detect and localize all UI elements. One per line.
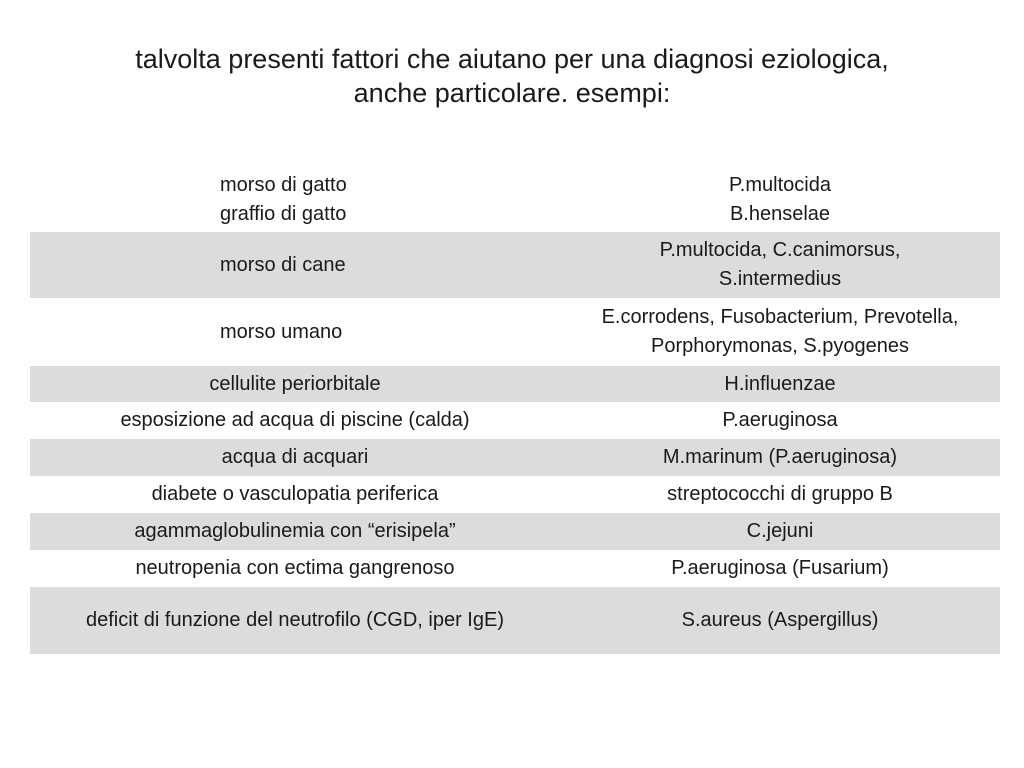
table-row bbox=[30, 550, 1000, 587]
row-condition bbox=[30, 513, 560, 550]
condition-text: diabete o vasculopatia periferica bbox=[151, 483, 439, 505]
row-pathogen bbox=[560, 402, 1000, 439]
pathogen-text: Porphorymonas, S.pyogenes bbox=[651, 335, 909, 357]
table-row bbox=[30, 402, 1000, 439]
slide-title-line-1: talvolta presenti fattori che aiutano per una diagnosi eziologica, bbox=[135, 44, 889, 74]
row-condition bbox=[30, 366, 560, 402]
row-pathogen bbox=[560, 513, 1000, 550]
pathogen-text: E.corrodens, Fusobacterium, Prevotella, bbox=[601, 306, 959, 328]
condition-text: graffio di gatto bbox=[220, 203, 347, 225]
row-condition bbox=[30, 402, 560, 439]
condition-text: deficit di funzione del neutrofilo (CGD, iper IgE) bbox=[86, 609, 504, 631]
table-row bbox=[30, 298, 1000, 366]
table-row bbox=[30, 439, 1000, 476]
row-condition bbox=[30, 168, 560, 232]
table-row bbox=[30, 587, 1000, 654]
row-pathogen bbox=[560, 550, 1000, 587]
pathogen-text: C.jejuni bbox=[746, 520, 814, 542]
row-pathogen bbox=[560, 298, 1000, 366]
pathogen-text: M.marinum (P.aeruginosa) bbox=[662, 446, 898, 468]
pathogen-text: streptococchi di gruppo B bbox=[667, 483, 893, 505]
row-pathogen bbox=[560, 366, 1000, 402]
row-condition bbox=[30, 476, 560, 513]
row-condition bbox=[30, 439, 560, 476]
condition-text: agammaglobulinemia con “erisipela” bbox=[134, 520, 456, 542]
pathogen-text: H.influenzae bbox=[724, 372, 836, 395]
condition-text: acqua di acquari bbox=[221, 446, 369, 468]
pathogen-text: S.aureus (Aspergillus) bbox=[681, 609, 879, 631]
slide-title-line-2: anche particolare. esempi: bbox=[353, 78, 671, 108]
pathogen-text: P.multocida, C.canimorsus, bbox=[659, 239, 901, 261]
row-condition bbox=[30, 550, 560, 587]
pathogen-text: B.henselae bbox=[729, 203, 831, 225]
condition-text: esposizione ad acqua di piscine (calda) bbox=[120, 409, 470, 431]
pathogen-text: P.aeruginosa bbox=[722, 409, 838, 431]
condition-text: neutropenia con ectima gangrenoso bbox=[135, 557, 455, 579]
condition-text: morso umano bbox=[220, 320, 343, 343]
row-condition bbox=[30, 298, 560, 366]
row-pathogen bbox=[560, 439, 1000, 476]
row-pathogen bbox=[560, 587, 1000, 654]
row-condition bbox=[30, 232, 560, 298]
row-condition bbox=[30, 587, 560, 654]
row-pathogen bbox=[560, 168, 1000, 232]
condition-text: morso di gatto bbox=[220, 174, 347, 196]
table-row bbox=[30, 232, 1000, 298]
condition-text: morso di cane bbox=[220, 253, 346, 276]
slide-title bbox=[40, 42, 984, 110]
row-pathogen bbox=[560, 476, 1000, 513]
condition-text: cellulite periorbitale bbox=[209, 372, 381, 395]
pathogen-text: S.intermedius bbox=[718, 268, 842, 290]
pathogen-text: P.aeruginosa (Fusarium) bbox=[671, 557, 889, 579]
table-row bbox=[30, 476, 1000, 513]
pathogen-text: P.multocida bbox=[729, 174, 831, 196]
table-row bbox=[30, 513, 1000, 550]
examples-table bbox=[30, 168, 1000, 654]
row-pathogen bbox=[560, 232, 1000, 298]
table-row bbox=[30, 366, 1000, 402]
table-row bbox=[30, 168, 1000, 232]
